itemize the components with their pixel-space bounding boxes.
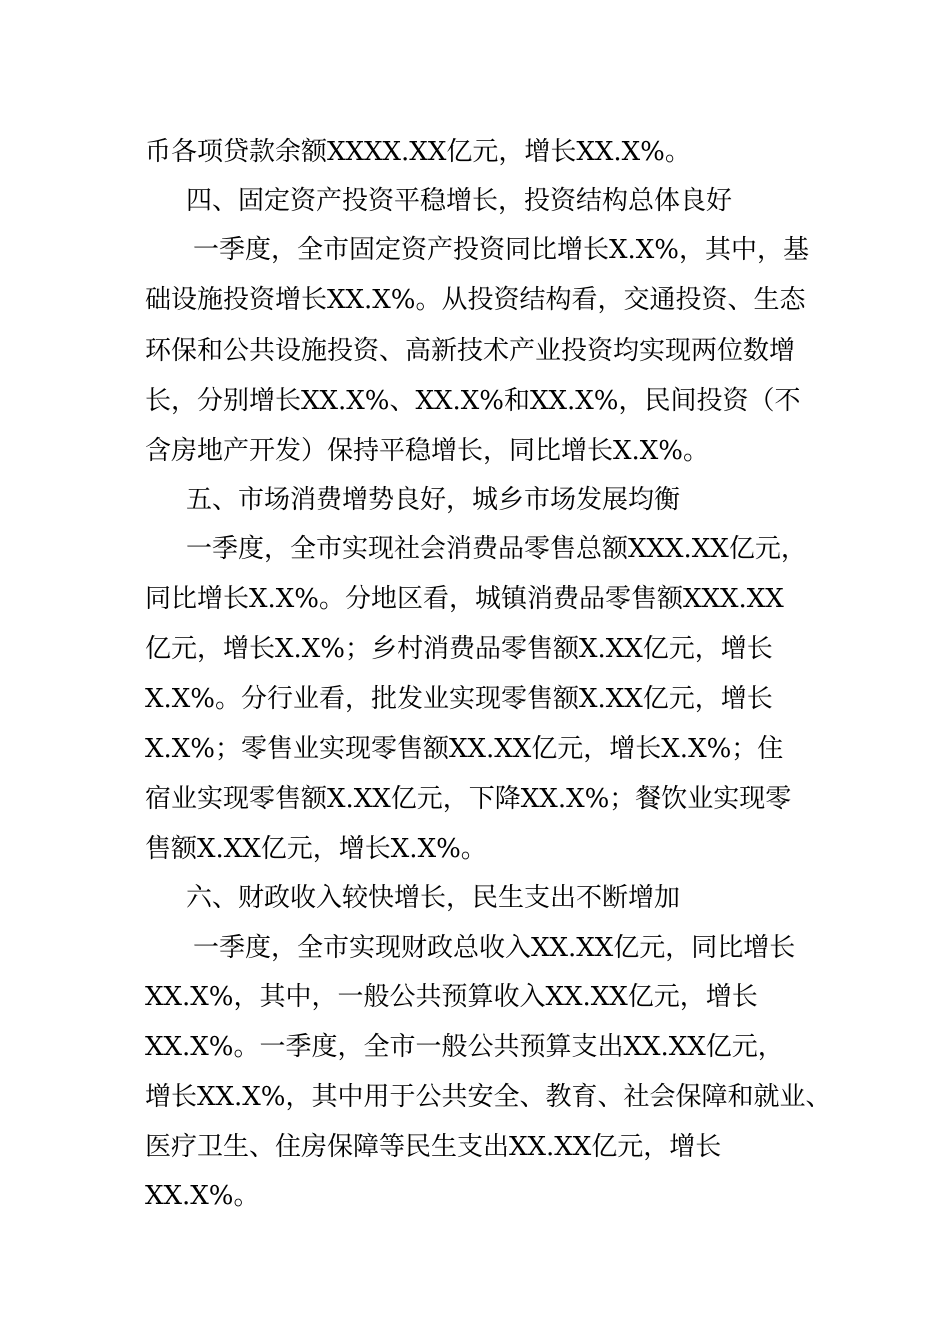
line-text: XX.X%。 — [145, 1181, 260, 1211]
line-text: X.X%；零售业实现零售额XX.XX亿元，增长X.X%；住 — [145, 734, 784, 764]
line-text: XX.X%，其中，一般公共预算收入XX.XX亿元，增长 — [145, 982, 758, 1012]
line-text: 宿业实现零售额X.XX亿元，下降XX.X%；餐饮业实现零 — [145, 784, 792, 814]
line-text: 一季度，全市实现财政总收入XX.XX亿元，同比增长 — [193, 933, 796, 963]
line-text: 一季度，全市实现社会消费品零售总额XXX.XX亿元， — [186, 534, 807, 564]
text-line — [0, 383, 950, 419]
text-line — [0, 581, 950, 617]
text-line — [0, 979, 950, 1015]
line-text: 售额X.XX亿元，增长X.X%。 — [145, 834, 487, 864]
heading-text: 五、市场消费增势良好，城乡市场发展均衡 — [186, 485, 681, 515]
line-text: 增长XX.X%，其中用于公共安全、教育、社会保障和就业、 — [145, 1082, 832, 1112]
line-text: XX.X%。一季度，全市一般公共预算支出XX.XX亿元， — [145, 1032, 784, 1062]
line-text: 一季度，全市固定资产投资同比增长X.X%，其中，基 — [193, 235, 809, 265]
text-line — [0, 531, 950, 567]
line-text: 亿元，增长X.X%；乡村消费品零售额X.XX亿元，增长 — [145, 634, 773, 664]
text-line — [0, 1178, 950, 1214]
text-line — [0, 1079, 950, 1115]
section-heading — [0, 880, 950, 916]
line-text: 础设施投资增长XX.X%。从投资结构看，交通投资、生态 — [145, 285, 806, 315]
line-text: 币各项贷款余额XXXX.XX亿元，增长XX.X%。 — [145, 137, 691, 167]
text-line — [0, 232, 950, 268]
line-text: X.X%。分行业看，批发业实现零售额X.XX亿元，增长 — [145, 684, 773, 714]
text-line — [0, 781, 950, 817]
line-text: 同比增长X.X%。分地区看，城镇消费品零售额XXX.XX — [145, 584, 784, 614]
text-line — [0, 731, 950, 767]
heading-text: 四、固定资产投资平稳增长，投资结构总体良好 — [186, 186, 733, 216]
line-text: 长，分别增长XX.X%、XX.X%和XX.X%，民间投资（不 — [145, 386, 801, 416]
heading-text: 六、财政收入较快增长，民生支出不断增加 — [186, 883, 681, 913]
text-line — [0, 1129, 950, 1165]
text-line — [0, 1029, 950, 1065]
text-line — [0, 333, 950, 369]
text-line — [0, 631, 950, 667]
text-line — [0, 433, 950, 469]
section-heading — [0, 183, 950, 219]
text-line — [0, 282, 950, 318]
line-text: 环保和公共设施投资、高新技术产业投资均实现两位数增 — [145, 336, 796, 366]
text-line — [0, 681, 950, 717]
line-text: 含房地产开发）保持平稳增长，同比增长X.X%。 — [145, 436, 709, 466]
line-text: 医疗卫生、住房保障等民生支出XX.XX亿元，增长 — [145, 1132, 722, 1162]
section-heading — [0, 482, 950, 518]
text-line — [0, 930, 950, 966]
text-line — [0, 134, 950, 170]
text-line — [0, 831, 950, 867]
